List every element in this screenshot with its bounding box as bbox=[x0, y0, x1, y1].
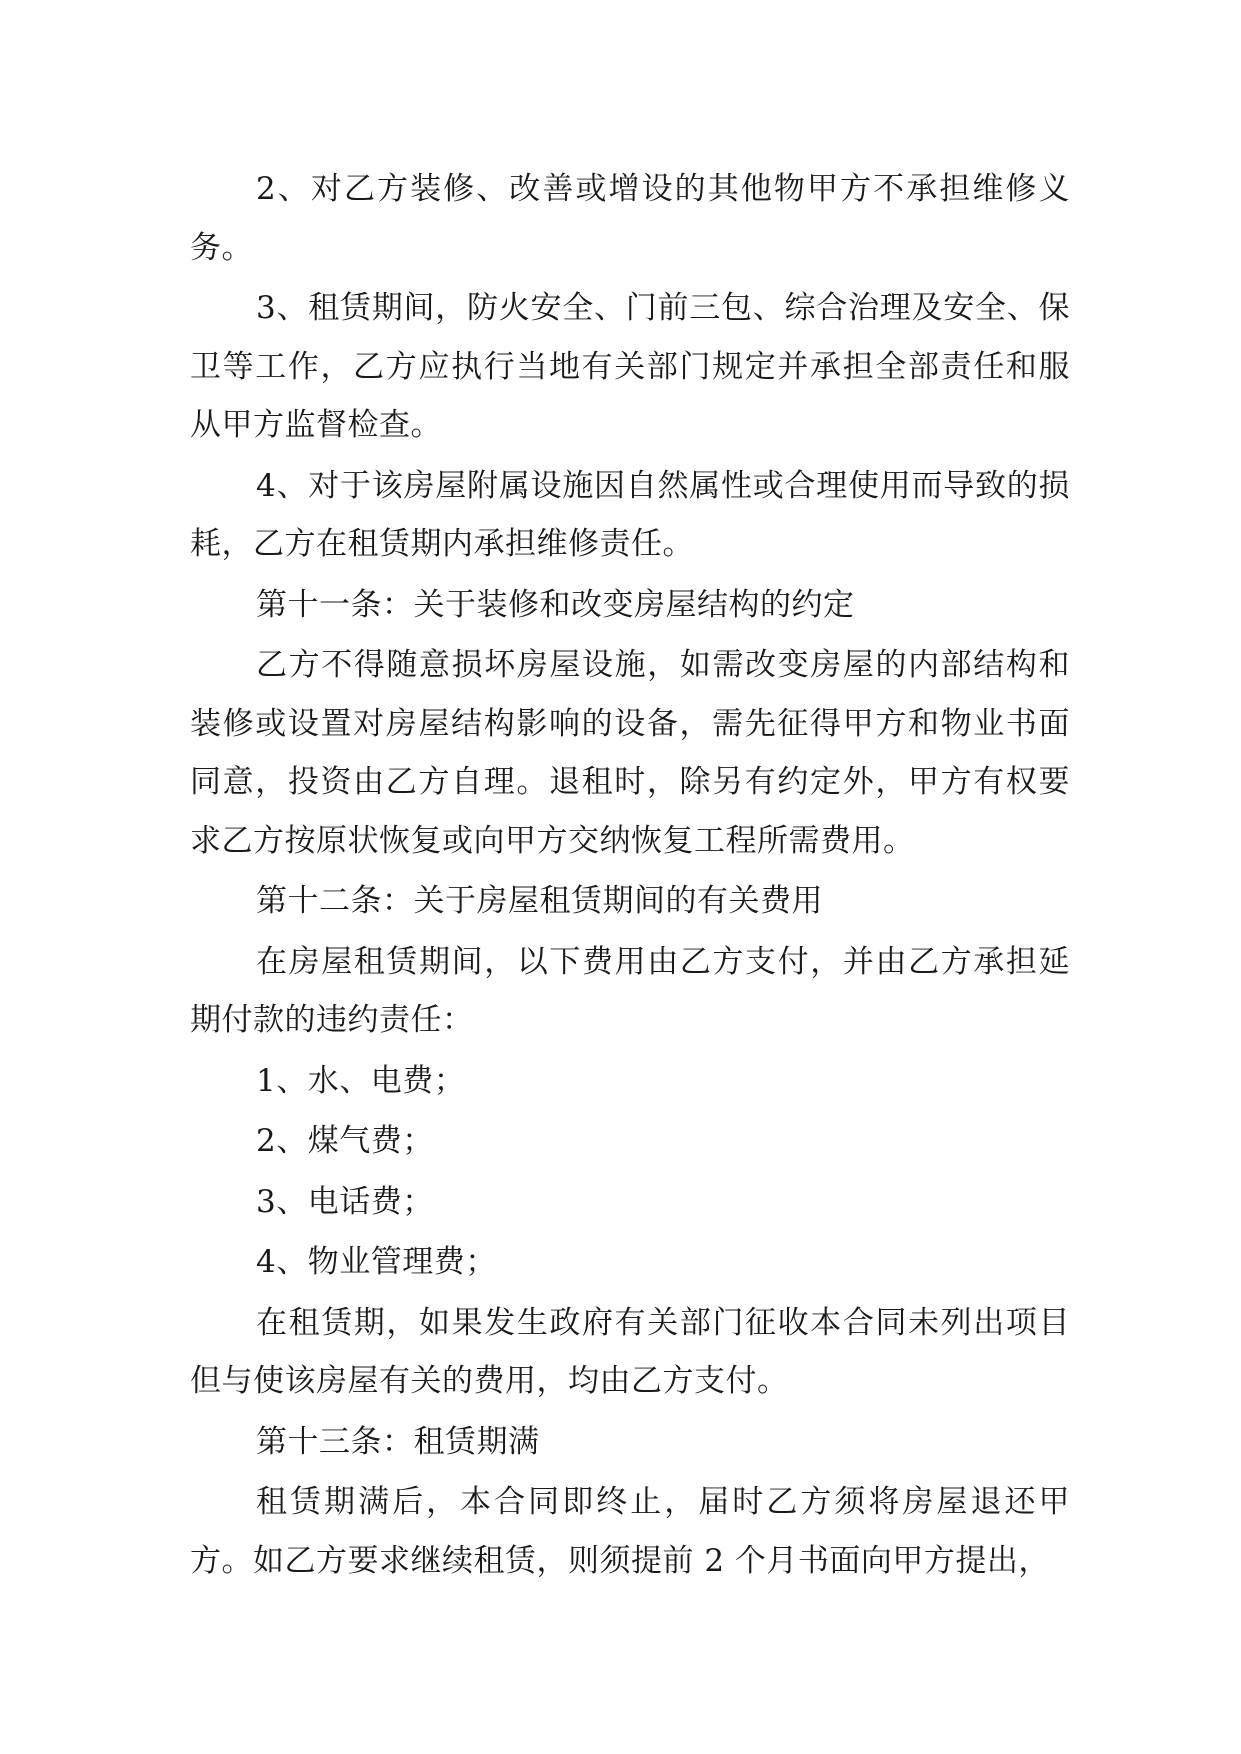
article-13-heading: 第十三条：租赁期满 bbox=[256, 1423, 540, 1460]
clause-3-paragraph: 3、租赁期间，防火安全、门前三包、综合治理及安全、保卫等工作，乙方应执行当地有关部门规定并承担全部责任和服从甲方监督检查。 bbox=[190, 290, 1070, 443]
fee-item-4: 4、物业管理费； bbox=[256, 1244, 497, 1280]
fee-item-3: 3、电话费； bbox=[256, 1183, 434, 1220]
article-12-note: 在租赁期，如果发生政府有关部门征收本合同未列出项目但与使该房屋有关的费用，均由乙方支付。 bbox=[190, 1304, 1070, 1399]
clause-2-paragraph: 2、对乙方装修、改善或增设的其他物甲方不承担维修义务。 bbox=[190, 171, 1070, 266]
fee-item-1: 1、水、电费； bbox=[256, 1062, 466, 1099]
article-12-heading: 第十二条：关于房屋租赁期间的有关费用 bbox=[256, 883, 823, 919]
fee-item-2: 2、煤气费； bbox=[256, 1123, 434, 1159]
article-13-body: 租赁期满后，本合同即终止，届时乙方须将房屋退还甲方。如乙方要求继续租赁，则须提前 2 个月书面向甲方提出， bbox=[190, 1484, 1070, 1579]
clause-4-paragraph: 4、对于该房屋附属设施因自然属性或合理使用而导致的损耗，乙方在租赁期内承担维修责任。 bbox=[190, 467, 1070, 562]
article-11-heading: 第十一条：关于装修和改变房屋结构的约定 bbox=[256, 586, 855, 623]
article-12-intro: 在房屋租赁期间，以下费用由乙方支付，并由乙方承担延期付款的违约责任： bbox=[190, 943, 1070, 1038]
article-11-body: 乙方不得随意损坏房屋设施，如需改变房屋的内部结构和装修或设置对房屋结构影响的设备，需先征得甲方和物业书面同意，投资由乙方自理。退租时，除另有约定外，甲方有权要求乙方按原状恢复或向甲方交纳恢复工程所需费用。 bbox=[190, 647, 1070, 859]
document-body bbox=[190, 160, 1070, 1592]
